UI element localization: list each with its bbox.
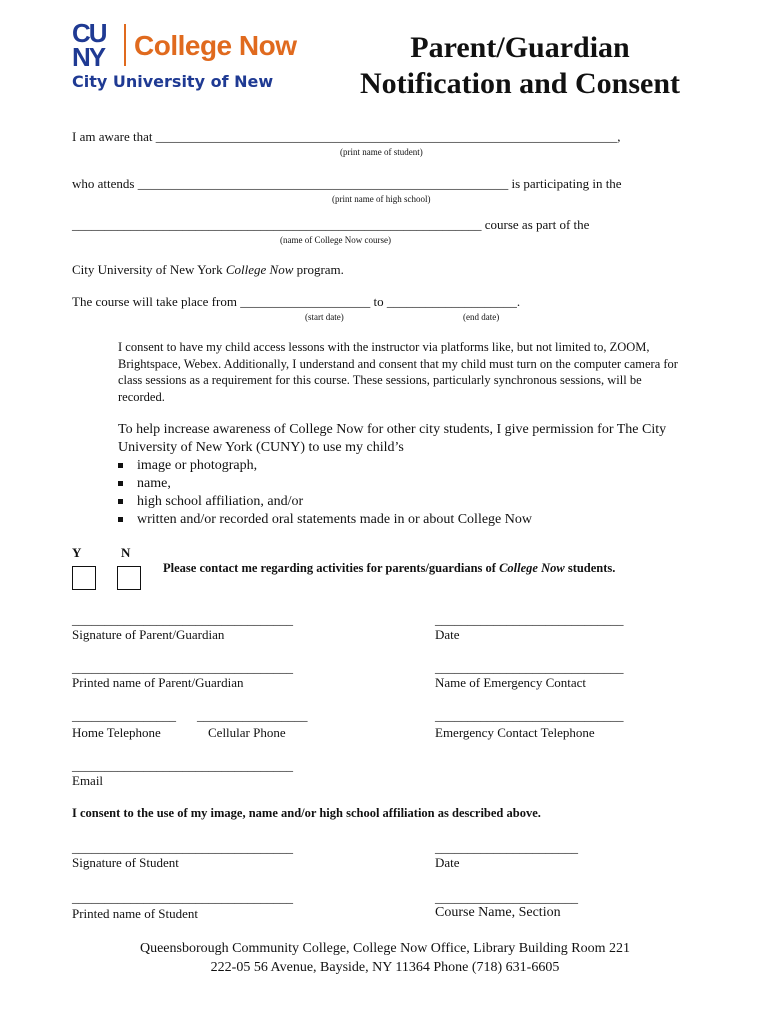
course-name-caption: (name of College Now course)	[280, 235, 391, 245]
student-signature-label: Signature of Student	[72, 855, 179, 870]
program-text-a: City University of New York	[72, 262, 223, 277]
bullet-icon	[118, 517, 123, 522]
student-date-label: Date	[435, 855, 460, 870]
student-consent-statement: I consent to the use of my image, name and/or high school affiliation as described above.	[72, 806, 541, 820]
svg-text:CU: CU	[72, 20, 106, 48]
end-date-caption: (end date)	[463, 312, 500, 322]
contact-text-c: students.	[567, 561, 616, 575]
high-school-tail: is participating in the	[511, 176, 622, 191]
page-title	[340, 30, 700, 102]
high-school-row	[72, 176, 622, 192]
student-signature-field[interactable]: __________________________________	[72, 840, 293, 855]
no-label: N	[121, 545, 131, 560]
student-date-field[interactable]: ______________________	[435, 840, 578, 855]
high-school-lead: who attends	[72, 176, 135, 191]
emergency-phone-field[interactable]: _____________________________	[435, 708, 624, 723]
course-dates-row	[72, 294, 520, 310]
cell-phone-label: Cellular Phone	[208, 725, 286, 740]
title-line-2: Notification and Consent	[359, 67, 681, 100]
parent-date-label: Date	[435, 627, 460, 642]
list-item-text: name,	[137, 476, 171, 491]
svg-text:NY: NY	[72, 42, 105, 70]
start-date-caption: (start date)	[305, 312, 344, 322]
list-item	[118, 475, 532, 493]
parent-signature-label: Signature of Parent/Guardian	[72, 627, 225, 642]
cuny-logo	[72, 20, 122, 70]
yes-label: Y	[72, 545, 82, 560]
emergency-name-label: Name of Emergency Contact	[435, 675, 587, 690]
list-item	[118, 511, 532, 529]
high-school-caption: (print name of high school)	[332, 194, 431, 204]
list-item	[118, 493, 532, 511]
student-name-row	[72, 129, 620, 145]
student-name-lead: I am aware that	[72, 129, 153, 144]
consent-paragraph-media: To help increase awareness of College Now for other city students, I give permission for The City University of New York (CUNY) to use my child’s	[118, 422, 667, 455]
footer-line-2: 222-05 56 Avenue, Bayside, NY 11364 Phone (718) 631-6605	[210, 960, 560, 975]
cell-phone-field[interactable]: _________________	[197, 708, 308, 723]
end-date-field[interactable]: ____________________.	[386, 294, 521, 309]
bullet-icon	[118, 463, 123, 468]
course-section-label: Course Name, Section	[435, 905, 561, 920]
cuny-subtitle: City University of New	[72, 72, 274, 91]
college-now-logo-text: College Now	[134, 30, 297, 61]
footer-line-1: Queensborough Community College, College Now Office, Library Building Room 221	[139, 941, 631, 956]
contact-request-text	[163, 561, 615, 576]
title-line-1: Parent/Guardian	[410, 31, 630, 64]
course-name-row	[72, 217, 589, 233]
list-item-text: high school affiliation, and/or	[137, 494, 304, 509]
course-dates-to: to	[373, 294, 384, 309]
yes-checkbox[interactable]	[72, 566, 96, 590]
parent-signature-field[interactable]: __________________________________	[72, 612, 293, 627]
no-checkbox[interactable]	[117, 566, 141, 590]
contact-text-b: College Now	[499, 561, 565, 575]
course-section-field[interactable]: ______________________	[435, 890, 578, 905]
start-date-field[interactable]: ____________________	[240, 294, 371, 309]
logo-divider	[124, 24, 126, 66]
home-phone-label: Home Telephone	[72, 725, 161, 740]
consent-paragraph-platforms: I consent to have my child access lessons with the instructor via platforms like, but not limited to, ZOOM, Brightspace, Webex. Additionally, I understand and consent that my child must turn on the computer camera for class sessions as a requirement for this course. These sessions, particularly synchronous sessions, will be recorded.	[118, 340, 678, 404]
emergency-phone-label: Emergency Contact Telephone	[435, 725, 595, 740]
list-item-text: written and/or recorded oral statements made in or about College Now	[137, 512, 532, 527]
program-line	[72, 262, 344, 278]
bullet-icon	[118, 499, 123, 504]
student-name-field[interactable]: _______________________________________________________________________,	[155, 129, 621, 144]
program-text-c: program.	[296, 262, 344, 277]
email-label: Email	[72, 773, 104, 788]
bullet-icon	[118, 481, 123, 486]
footer-address	[0, 939, 770, 977]
course-name-field[interactable]: _______________________________________________________________	[72, 217, 482, 232]
contact-text-a: Please contact me regarding activities for parents/guardians of	[163, 561, 496, 575]
home-phone-field[interactable]: ________________	[72, 708, 176, 723]
student-name-caption: (print name of student)	[340, 147, 423, 157]
high-school-field[interactable]: _________________________________________________________	[137, 176, 509, 191]
email-field[interactable]: __________________________________	[72, 758, 293, 773]
printed-student-field[interactable]: __________________________________	[72, 890, 293, 905]
course-dates-lead: The course will take place from	[72, 294, 237, 309]
program-text-b: College Now	[225, 262, 294, 277]
printed-parent-field[interactable]: __________________________________	[72, 660, 293, 675]
consent-list	[118, 457, 532, 529]
list-item-text: image or photograph,	[137, 458, 258, 473]
emergency-name-field[interactable]: _____________________________	[435, 660, 624, 675]
list-item	[118, 457, 532, 475]
parent-date-field[interactable]: _____________________________	[435, 612, 624, 627]
printed-student-label: Printed name of Student	[72, 906, 199, 921]
printed-parent-label: Printed name of Parent/Guardian	[72, 675, 244, 690]
course-name-tail: course as part of the	[484, 217, 590, 232]
